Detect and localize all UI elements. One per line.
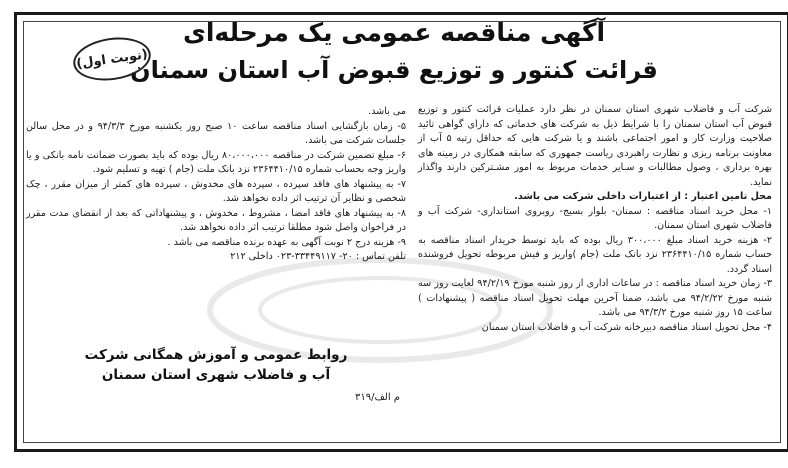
item-4: ۴- محل تحویل اسناد مناقصه دبیرخانه شرکت آب و فاضلاب استان سمنان: [481, 321, 772, 333]
reference-number: م الف/۳۱۹: [354, 392, 400, 403]
item-9: ۹- هزینه درج ۲ نوبت آگهی به عهده برنده مناقصه می باشد .: [167, 236, 406, 248]
signature-block: [26, 345, 406, 385]
intro-paragraph: شرکت آب و فاضلاب شهری استان سمنان در نظر دارد عملیات قرائت کنتور و توزیع قبوض آب استان سمنان را با شرایط ذیل به شرکت های خدماتی که دارای گواهی تائید صلاحیت وزارت کار و امور اجتماعی باشند و یا شرکت هایی که حداقل رتبه ۵ آب از معاونت برنامه ریزی و نظارت راهبردی ریاست جمهوری که سابقه همکاری در زمینه های بهره برداری ، وصول مطالبات و سـایر خدمات مربوط به امور مشـترکین دارند واگذار نماید.: [418, 104, 772, 188]
funding-source: محل تامین اعتبار : از اعتبارات داخلی شرکت می باشد.: [514, 191, 772, 202]
contact-phone: تلفن تماس : ۲۰- ۳۳۴۴۹۱۱۷-۰۲۳ داخلی ۲۱۲: [230, 251, 406, 262]
item-7: ۷- به پیشنهاد های فاقد سپرده ، سپرده های مخدوش ، سپرده های کمتر از میزان مقرر ، چک شخصی و نظایر آن ترتیب اثر داده نخواهد شد.: [26, 178, 406, 204]
round-badge: (نوبت اول): [70, 33, 153, 85]
right-column: [418, 103, 772, 335]
title-line-1: آگهی مناقصه عمومی یک مرحله‌ای: [182, 18, 606, 47]
title-line-2: قرائت کنتور و توزیع قبوض آب استان سمنان: [130, 56, 658, 84]
item-2: ۲- هزینه خرید اسناد مبلغ ۳۰۰،۰۰۰ ریال بوده که باید توسط خریدار اسناد مناقصه به حساب شماره ۲۳۶۴۴۱۰/۱۵ نزد بانک ملت (جام )واریز و فیش مربوطه تحویل فروشنده اسناد گردد.: [418, 234, 772, 275]
item-3: ۳- زمان خرید اسناد مناقصه : در ساعات اداری از روز شنبه مورخ ۹۴/۲/۱۹ لغایت روز سه شنبه مورخ ۹۴/۲/۲۲ می باشد، ضمنا آخرین مهلت تحویل اسناد مناقصه ( پیشنهادات ) ساعت ۱۵ روز شنبه مورخ ۹۴/۳/۲ می باشد.: [418, 278, 772, 318]
left-column: [26, 105, 406, 265]
item-8: ۸- به پیشنهاد های فاقد امضا ، مشروط ، مخدوش ، و پیشنهاداتی که بعد از انقضای مدت مقرر در فراخوان واصل شود مطلقا ترتیب اثر داده نخواهد شد.: [26, 207, 406, 233]
item-1: ۱- محل خرید اسناد مناقصه : سمنان- بلوار بسیج- روبروی استانداری- شرکت آب و فاضلاب شهری استان سمنان.: [418, 205, 772, 231]
signature-line-1: روابط عمومی و آموزش همگانی شرکت: [84, 347, 348, 363]
item-6: ۶- مبلغ تضمین شرکت در مناقصه ۸۰،۰۰۰،۰۰۰ ریال بوده که باید بصورت ضمانت نامه بانکی و یا واریز وجه بحساب شماره ۲۳۶۴۴۱۰/۱۵ نزد بانک ملت (جام ) تهیه و تسلیم شود.: [26, 149, 406, 175]
signature-line-2: آب و فاضلاب شهری استان سمنان: [101, 367, 331, 383]
continuation: می باشد.: [368, 106, 406, 117]
item-5: ۵- زمان بازگشایی اسناد مناقصه ساعت ۱۰ صبح روز یکشنبه مورخ ۹۴/۳/۳ و در محل سالن جلسات شرکت می باشد.: [26, 120, 406, 146]
